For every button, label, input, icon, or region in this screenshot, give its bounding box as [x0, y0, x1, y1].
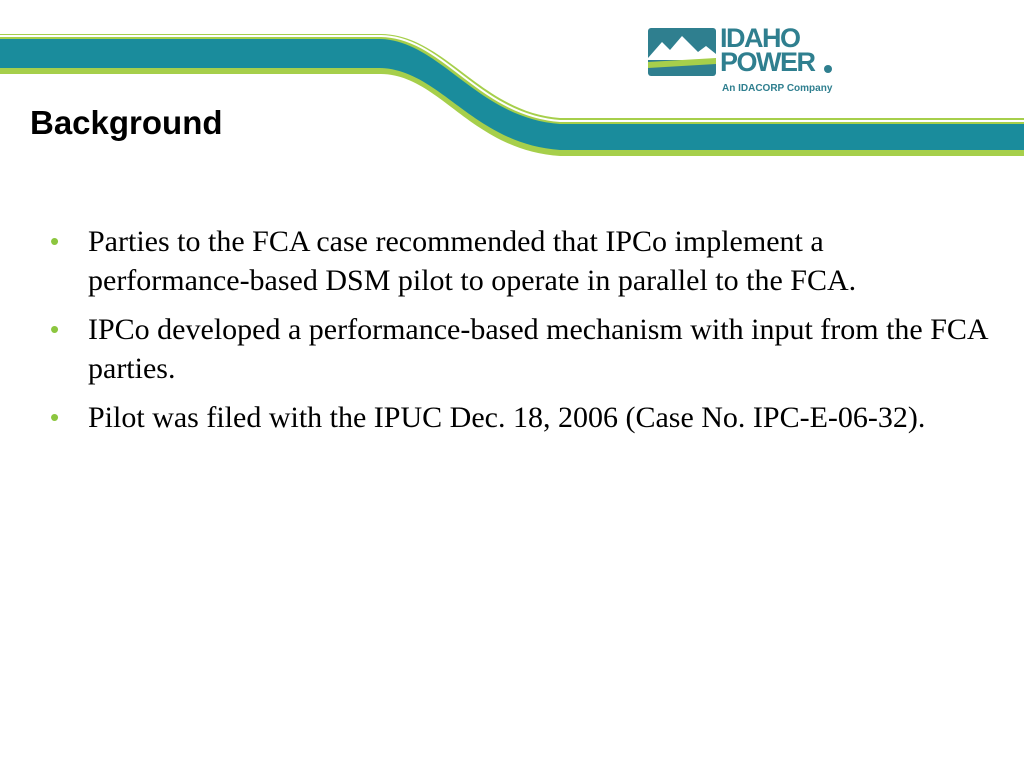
- bullet-text: IPCo developed a performance-based mechanism with input from the FCA parties.: [88, 313, 987, 385]
- bullet-dot-icon: •: [50, 314, 60, 344]
- logo-word-idaho: IDAHO: [720, 23, 800, 53]
- slide-title: Background: [30, 104, 223, 141]
- idaho-power-logo: [648, 22, 838, 102]
- bullet-text: Pilot was filed with the IPUC Dec. 18, 2006 (Case No. IPC-E-06-32).: [88, 401, 926, 434]
- bullet-item: [50, 398, 990, 437]
- bullet-dot-icon: •: [50, 226, 60, 256]
- bullet-item: [50, 310, 990, 388]
- logo-tagline: An IDACORP Company: [722, 83, 833, 94]
- mountain-logo-icon: [648, 28, 716, 76]
- registered-mark-icon: [824, 65, 832, 73]
- bullet-dot-icon: •: [50, 402, 60, 432]
- bullet-text: Parties to the FCA case recommended that IPCo implement a performance-based DSM pilot to operate in parallel to the FCA.: [88, 225, 857, 297]
- bullet-list: [50, 222, 990, 447]
- logo-word-power: POWER: [720, 47, 815, 77]
- bullet-item: [50, 222, 990, 300]
